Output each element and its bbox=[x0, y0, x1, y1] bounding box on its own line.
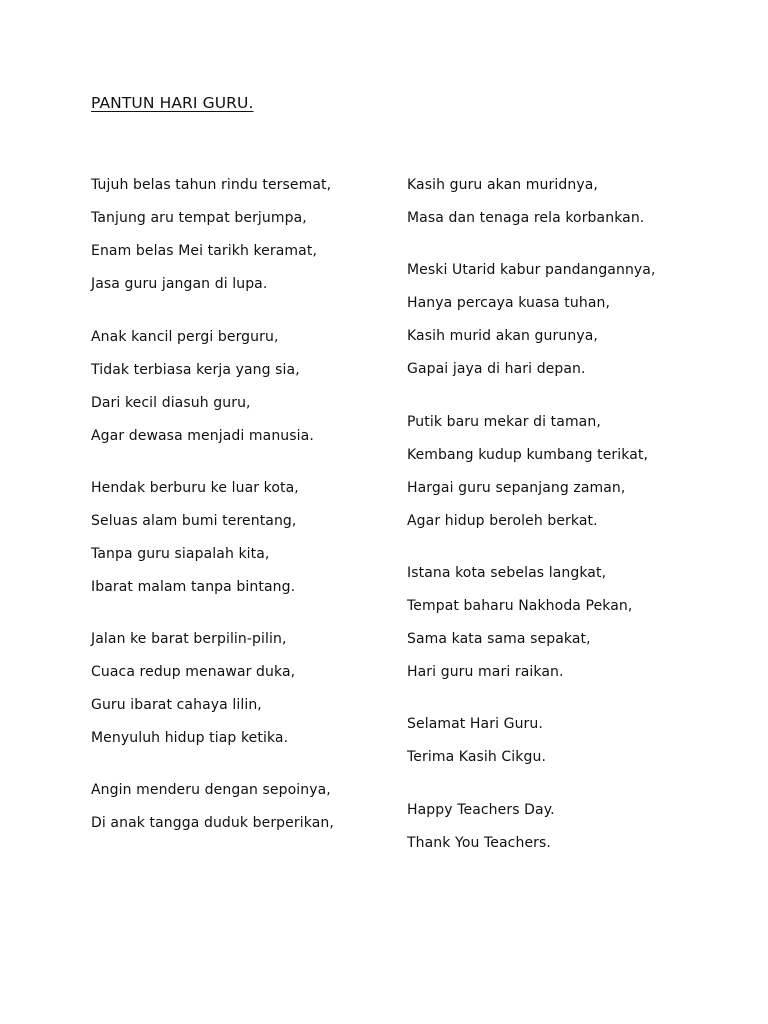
poem-line: Tanpa guru siapalah kita, bbox=[91, 546, 270, 562]
poem-line: Masa dan tenaga rela korbankan. bbox=[407, 210, 645, 226]
poem-line: Istana kota sebelas langkat, bbox=[407, 565, 607, 581]
poem-line: Tanjung aru tempat berjumpa, bbox=[91, 210, 307, 226]
poem-line: Jasa guru jangan di lupa. bbox=[91, 276, 268, 292]
poem-line: Hari guru mari raikan. bbox=[407, 664, 564, 680]
poem-line: Cuaca redup menawar duka, bbox=[91, 664, 296, 680]
poem-line: Sama kata sama sepakat, bbox=[407, 631, 591, 647]
poem-line: Guru ibarat cahaya lilin, bbox=[91, 697, 262, 713]
poem-line: Tidak terbiasa kerja yang sia, bbox=[91, 362, 300, 378]
poem-line: Angin menderu dengan sepoinya, bbox=[91, 782, 331, 798]
poem-line: Menyuluh hidup tiap ketika. bbox=[91, 730, 289, 746]
poem-line: Dari kecil diasuh guru, bbox=[91, 395, 251, 411]
greeting-line: Selamat Hari Guru. bbox=[407, 716, 543, 732]
poem-line: Putik baru mekar di taman, bbox=[407, 414, 601, 430]
page-title: PANTUN HARI GURU. bbox=[91, 94, 254, 112]
poem-line: Hargai guru sepanjang zaman, bbox=[407, 480, 626, 496]
poem-line: Kasih murid akan gurunya, bbox=[407, 328, 598, 344]
poem-line: Seluas alam bumi terentang, bbox=[91, 513, 297, 529]
poem-line: Enam belas Mei tarikh keramat, bbox=[91, 243, 317, 259]
poem-line: Tempat baharu Nakhoda Pekan, bbox=[407, 598, 633, 614]
poem-line: Agar dewasa menjadi manusia. bbox=[91, 428, 314, 444]
greeting-line: Thank You Teachers. bbox=[407, 835, 551, 851]
poem-line: Anak kancil pergi berguru, bbox=[91, 329, 279, 345]
poem-line: Gapai jaya di hari depan. bbox=[407, 361, 586, 377]
poem-line: Hendak berburu ke luar kota, bbox=[91, 480, 299, 496]
poem-line: Ibarat malam tanpa bintang. bbox=[91, 579, 296, 595]
poem-line: Agar hidup beroleh berkat. bbox=[407, 513, 598, 529]
poem-line: Kembang kudup kumbang terikat, bbox=[407, 447, 649, 463]
poem-line: Tujuh belas tahun rindu tersemat, bbox=[91, 177, 332, 193]
poem-line: Kasih guru akan muridnya, bbox=[407, 177, 598, 193]
poem-line: Di anak tangga duduk berperikan, bbox=[91, 815, 334, 831]
greeting-line: Happy Teachers Day. bbox=[407, 802, 555, 818]
poem-line: Hanya percaya kuasa tuhan, bbox=[407, 295, 611, 311]
poem-line: Jalan ke barat berpilin-pilin, bbox=[91, 631, 287, 647]
poem-line: Meski Utarid kabur pandangannya, bbox=[407, 262, 656, 278]
greeting-line: Terima Kasih Cikgu. bbox=[407, 749, 547, 765]
